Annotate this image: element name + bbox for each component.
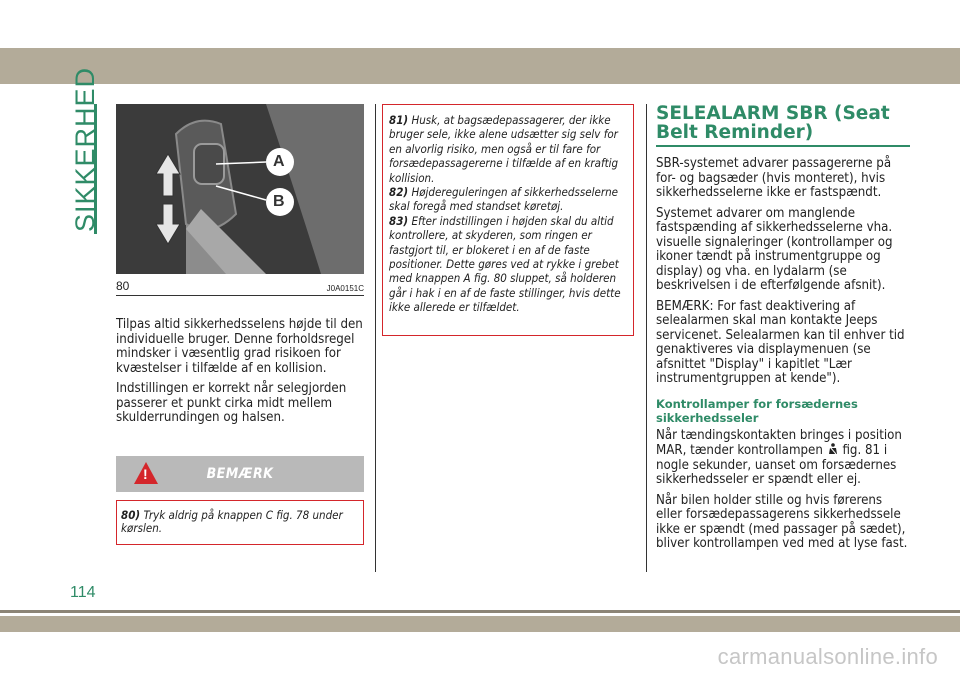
figure-seatbelt-adjuster	[116, 104, 364, 274]
header-stripe	[0, 48, 960, 84]
column-left	[116, 104, 364, 545]
note-label: BEMÆRK	[206, 465, 274, 482]
column-divider	[646, 104, 647, 572]
paragraph: SBR-systemet advarer passagererne på for- og bagsæder (hvis monteret), hvis sikkerhedsselerne ikke er fastspændt.	[656, 156, 892, 200]
column-middle	[382, 104, 634, 336]
note-text: Højdereguleringen af sikkerhedsselerne skal foregå med standset køretøj.	[389, 185, 619, 214]
page-number: 114	[70, 584, 96, 601]
figure-number: 80	[116, 279, 130, 293]
subheading: Kontrollamper for forsædernes sikkerhedsseler	[656, 396, 858, 425]
note-number: 83)	[389, 213, 409, 228]
footer-rule	[0, 610, 960, 613]
paragraph	[656, 429, 910, 488]
chapter-tab-label: SIKKERHED	[70, 66, 100, 232]
figure-caption	[116, 279, 364, 296]
warning-icon: !	[134, 462, 158, 484]
footer-stripe	[0, 616, 960, 632]
figure-code: J0A0151C	[326, 284, 364, 293]
paragraph-text: fig. 81 i nogle sekunder, uanset om forsædernes sikkerhedsseler er spændt eller ej.	[656, 443, 897, 487]
paragraph-text: Når tændingskontakten bringes i position MAR, tænder kontrollampen	[656, 427, 902, 458]
paragraph: Indstillingen er korrekt når selegjorden passerer et punkt cirka midt mellem skulderrundingen og halsen.	[116, 381, 347, 425]
note-box	[382, 104, 634, 336]
paragraph: Når bilen holder stille og hvis førerens eller forsædepassagerens sikkerhedssele ikke er spændt (med passager på sædet), bliver kontrollampen ved med at lyse fast.	[656, 492, 908, 551]
note-box	[116, 500, 364, 545]
note-text: Tryk aldrig på knappen C fig. 78 under kørslen.	[121, 507, 343, 535]
watermark: carmanualsonline.info	[717, 644, 938, 669]
note-number: 81)	[389, 113, 409, 127]
paragraph: Systemet advarer om manglende fastspænding af sikkerhedsselerne vha. visuelle signaleringer (kontrollamper og ikoner tændt på instrumentgruppe og display) og vha. en lydalarm (se beskrivelsen i de efterfølgende afsnit).	[656, 205, 893, 293]
note-number: 80)	[121, 507, 141, 522]
note-text: Husk, at bagsædepassagerer, der ikke bruger sele, ikke alene udsætter sig selv for en alvorlig risiko, men også er til fare for forsædepassagererne i tilfælde af en kraftig kollision.	[389, 113, 619, 185]
chapter-tab	[64, 66, 100, 234]
paragraph: BEMÆRK: For fast deaktivering af selealarmen skal man kontakte Jeeps servicenet. Selealarmen kan til enhver tid genaktiveres via displaymenuen (se afsnittet "Display" i kapitlet "Lær instrumentgruppen at kende").	[656, 298, 905, 386]
note-text: Efter indstillingen i højden skal du altid kontrollere, at skyderen, som ringen er fastgjort til, er blokeret i en af de faste positioner. Dette gøres ved at rykke i grebet med knappen A fig. 80 sluppet, så holderen går i hak i en af de faste stillinger, hvis dette ikke allerede er tilfældet.	[389, 213, 621, 315]
note-header	[116, 456, 364, 492]
seatbelt-adjuster-illustration	[116, 104, 364, 274]
column-right	[656, 104, 910, 558]
note-number: 82)	[389, 185, 409, 200]
callout-b: B	[273, 193, 285, 210]
seatbelt-warning-icon	[828, 443, 838, 455]
callout-a: A	[273, 153, 285, 170]
section-heading: SELEALARM SBR (Seat Belt Reminder)	[656, 104, 910, 147]
column-divider	[375, 104, 376, 572]
top-margin	[0, 0, 960, 44]
paragraph: Tilpas altid sikkerhedsselens højde til den individuelle bruger. Denne forholdsregel mindsker i væsentlig grad risikoen for kvæstelser i tilfælde af en kollision.	[116, 317, 363, 376]
